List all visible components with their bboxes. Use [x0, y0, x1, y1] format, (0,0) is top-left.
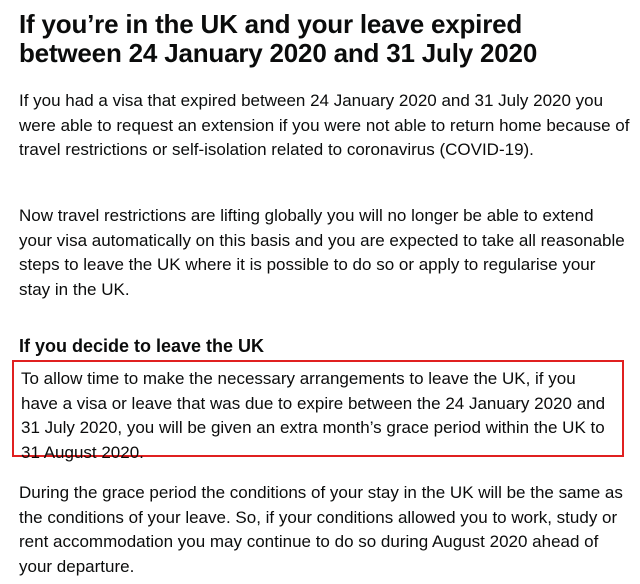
travel-restrictions-paragraph: Now travel restrictions are lifting globally you will no longer be able to extend your visa automatically on this basis and you are expected to take all reasonable steps to leave the UK where it is possible to do so or apply to regularise your stay in the UK. [19, 206, 625, 299]
page-heading: If you’re in the UK and your leave expired between 24 January 2020 and 31 July 2020 [19, 9, 538, 68]
conditions-paragraph: During the grace period the conditions of your stay in the UK will be the same as the conditions of your leave. So, if your conditions allowed you to work, study or rent accommodation you may continue to do so during August 2020 ahead of your departure. [19, 483, 623, 576]
intro-paragraph: If you had a visa that expired between 24 January 2020 and 31 July 2020 you were able to request an extension if you were not able to return home because of travel restrictions or self-isolation related to coronavirus (COVID-19). [19, 91, 630, 159]
grace-period-paragraph: To allow time to make the necessary arrangements to leave the UK, if you have a visa or leave that was due to expire between the 24 January 2020 and 31 July 2020, you will be given an extra month’s grace period within the UK to 31 August 2020. [21, 369, 606, 462]
section-subheading: If you decide to leave the UK [19, 336, 265, 356]
highlighted-grace-period-box [12, 360, 624, 462]
